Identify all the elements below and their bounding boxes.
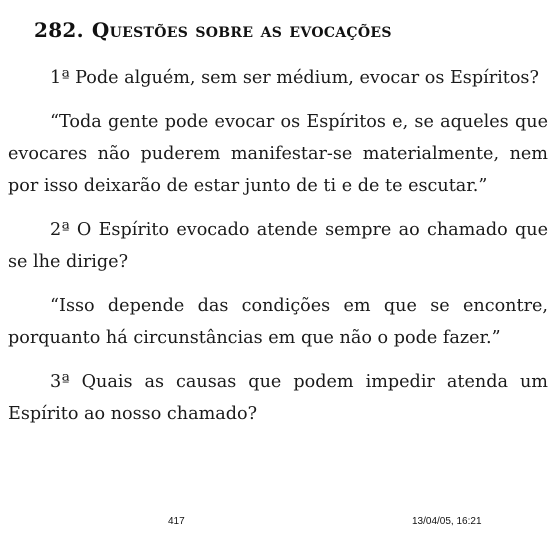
answer-1: “Toda gente pode evocar os Espíritos e, se aqueles que evocares não puderem manifestar-se materialmente, nem por isso deixarão de estar junto de ti e de te escutar.” — [8, 112, 548, 196]
section-heading — [34, 18, 392, 42]
question-1: 1ª Pode alguém, sem ser médium, evocar os Espíritos? — [50, 68, 539, 88]
question-2: 2ª O Espírito evocado atende sempre ao chamado que se lhe dirige? — [8, 220, 548, 272]
answer-2: “Isso depende das condições em que se encontre, porquanto há circunstâncias em que não o pode fazer.” — [8, 296, 548, 348]
body-text — [8, 62, 548, 430]
page-number: 417 — [168, 516, 185, 527]
section-title: Questões sobre as evocações — [91, 18, 392, 42]
question-3: 3ª Quais as causas que podem impedir atenda um Espírito ao nosso chamado? — [8, 372, 548, 424]
section-number: 282. — [34, 18, 84, 42]
print-timestamp: 13/04/05, 16:21 — [412, 516, 482, 527]
